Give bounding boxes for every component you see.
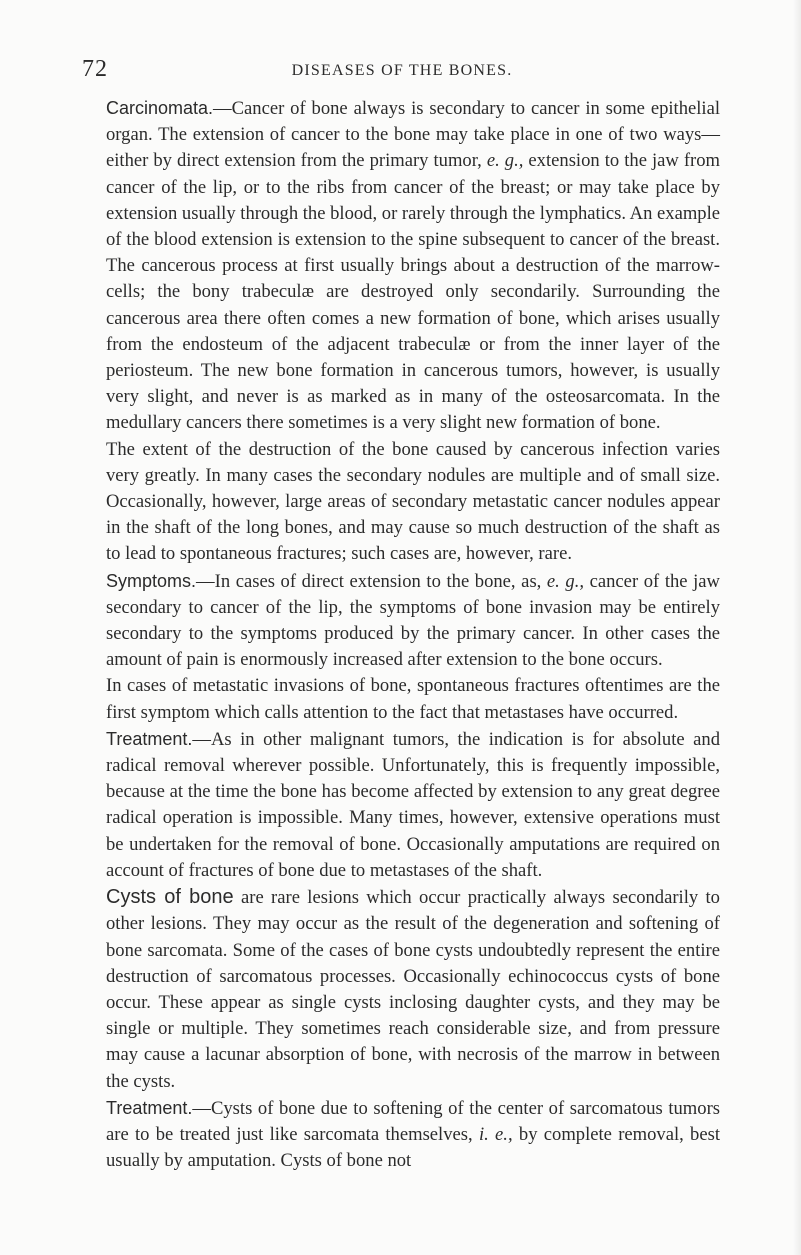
running-title: DISEASES OF THE BONES. <box>291 62 513 79</box>
section-heading: Cysts of bone <box>106 886 234 909</box>
paragraph <box>106 437 720 568</box>
text-run: cancer of the jaw secondary to cancer of the lip, the symptoms of bone invasion may be entirely secondary to the symptoms produced by the primary cancer. In other cases the amount of pain is enormously increased after extension to the bone occurs. <box>106 570 720 671</box>
text-run: —Cancer of bone always is secondary to cancer in some epithelial organ. The extension of cancer to the bone may take place in one of two ways—either by direct extension from the primary tumor, <box>106 98 720 172</box>
text-run: —As in other malignant tumors, the indication is for absolute and radical removal wherever possible. Unfortunately, this is frequently impossible, because at the time the bone has become affected by extension to any great degree radical operation is impossible. Many times, however, extensive operations must be undertaken for the removal of bone. Occasionally amputations are required on account of fractures of bone due to metastases of the shaft. <box>106 728 720 881</box>
text-run: by complete removal, best usually by amputation. Cysts of bone not <box>106 1123 721 1172</box>
italic-text: i. e., <box>478 1123 513 1145</box>
text-run: are rare lesions which occur practically always secondarily to other lesions. They may occur as the result of the degeneration and softening of bone sarcomata. Some of the cases of bone cysts undoubtedly represent the entire destruction of sarcomatous processes. Occasionally echinococcus cysts of bone occur. These appear as single cysts inclosing daughter cysts, and they may be single or multiple. They sometimes reach considerable size, and from pressure may cause a lacunar absorption of bone, with necrosis of the marrow in between the cysts. <box>106 887 720 1092</box>
section-heading: Treatment. <box>106 1097 193 1118</box>
italic-text: e. g., <box>486 150 524 172</box>
paragraph <box>106 884 720 1095</box>
page-number: 72 <box>82 56 108 82</box>
text-run: —Cysts of bone due to softening of the center of sarcomatous tumors are to be treated just like sarcomata themselves, <box>106 1097 720 1145</box>
section-heading: Treatment. <box>106 728 193 749</box>
paragraph <box>106 1095 720 1175</box>
text-run: extension to the jaw from cancer of the lip, or to the ribs from cancer of the breast; or may take place by extension usually through the blood, or rarely through the lymphatics. An example of the blood extension is extension to the spine subsequent to cancer of the breast. The cancerous process at first usually brings about a destruction of the marrow-cells; the bony trabeculæ are destroyed only secondarily. Surrounding the cancerous area there often comes a new formation of bone, which arises usually from the endosteum of the adjacent trabeculæ or from the inner layer of the periosteum. The new bone formation in cancerous tumors, however, is usually very slight, and never is as marked as in many of the osteosarcomata. In the medullary cancers there sometimes is a very slight new formation of bone. <box>106 150 721 434</box>
text-run: The extent of the destruction of the bone caused by cancerous infection varies very greatly. In many cases the secondary nodules are multiple and of small size. Occasionally, however, large areas of secondary metastatic cancer nodules appear in the shaft of the long bones, and may cause so much destruction of the shaft as to lead to spontaneous fractures; such cases are, however, rare. <box>106 438 720 565</box>
body-text <box>106 95 720 1174</box>
paragraph <box>106 95 720 437</box>
section-heading: Carcinomata. <box>106 98 214 118</box>
page-header <box>82 56 722 82</box>
paragraph <box>106 568 720 674</box>
italic-text: e. g., <box>546 570 585 592</box>
paragraph <box>106 726 720 884</box>
page-edge-shadow <box>793 0 801 1255</box>
paragraph <box>106 673 720 725</box>
text-run: In cases of metastatic invasions of bone, spontaneous fractures oftentimes are the first symptom which calls attention to the fact that metastases have occurred. <box>106 675 720 723</box>
text-run: —In cases of direct extension to the bone, as, <box>196 570 547 592</box>
section-heading: Symptoms. <box>106 570 197 591</box>
